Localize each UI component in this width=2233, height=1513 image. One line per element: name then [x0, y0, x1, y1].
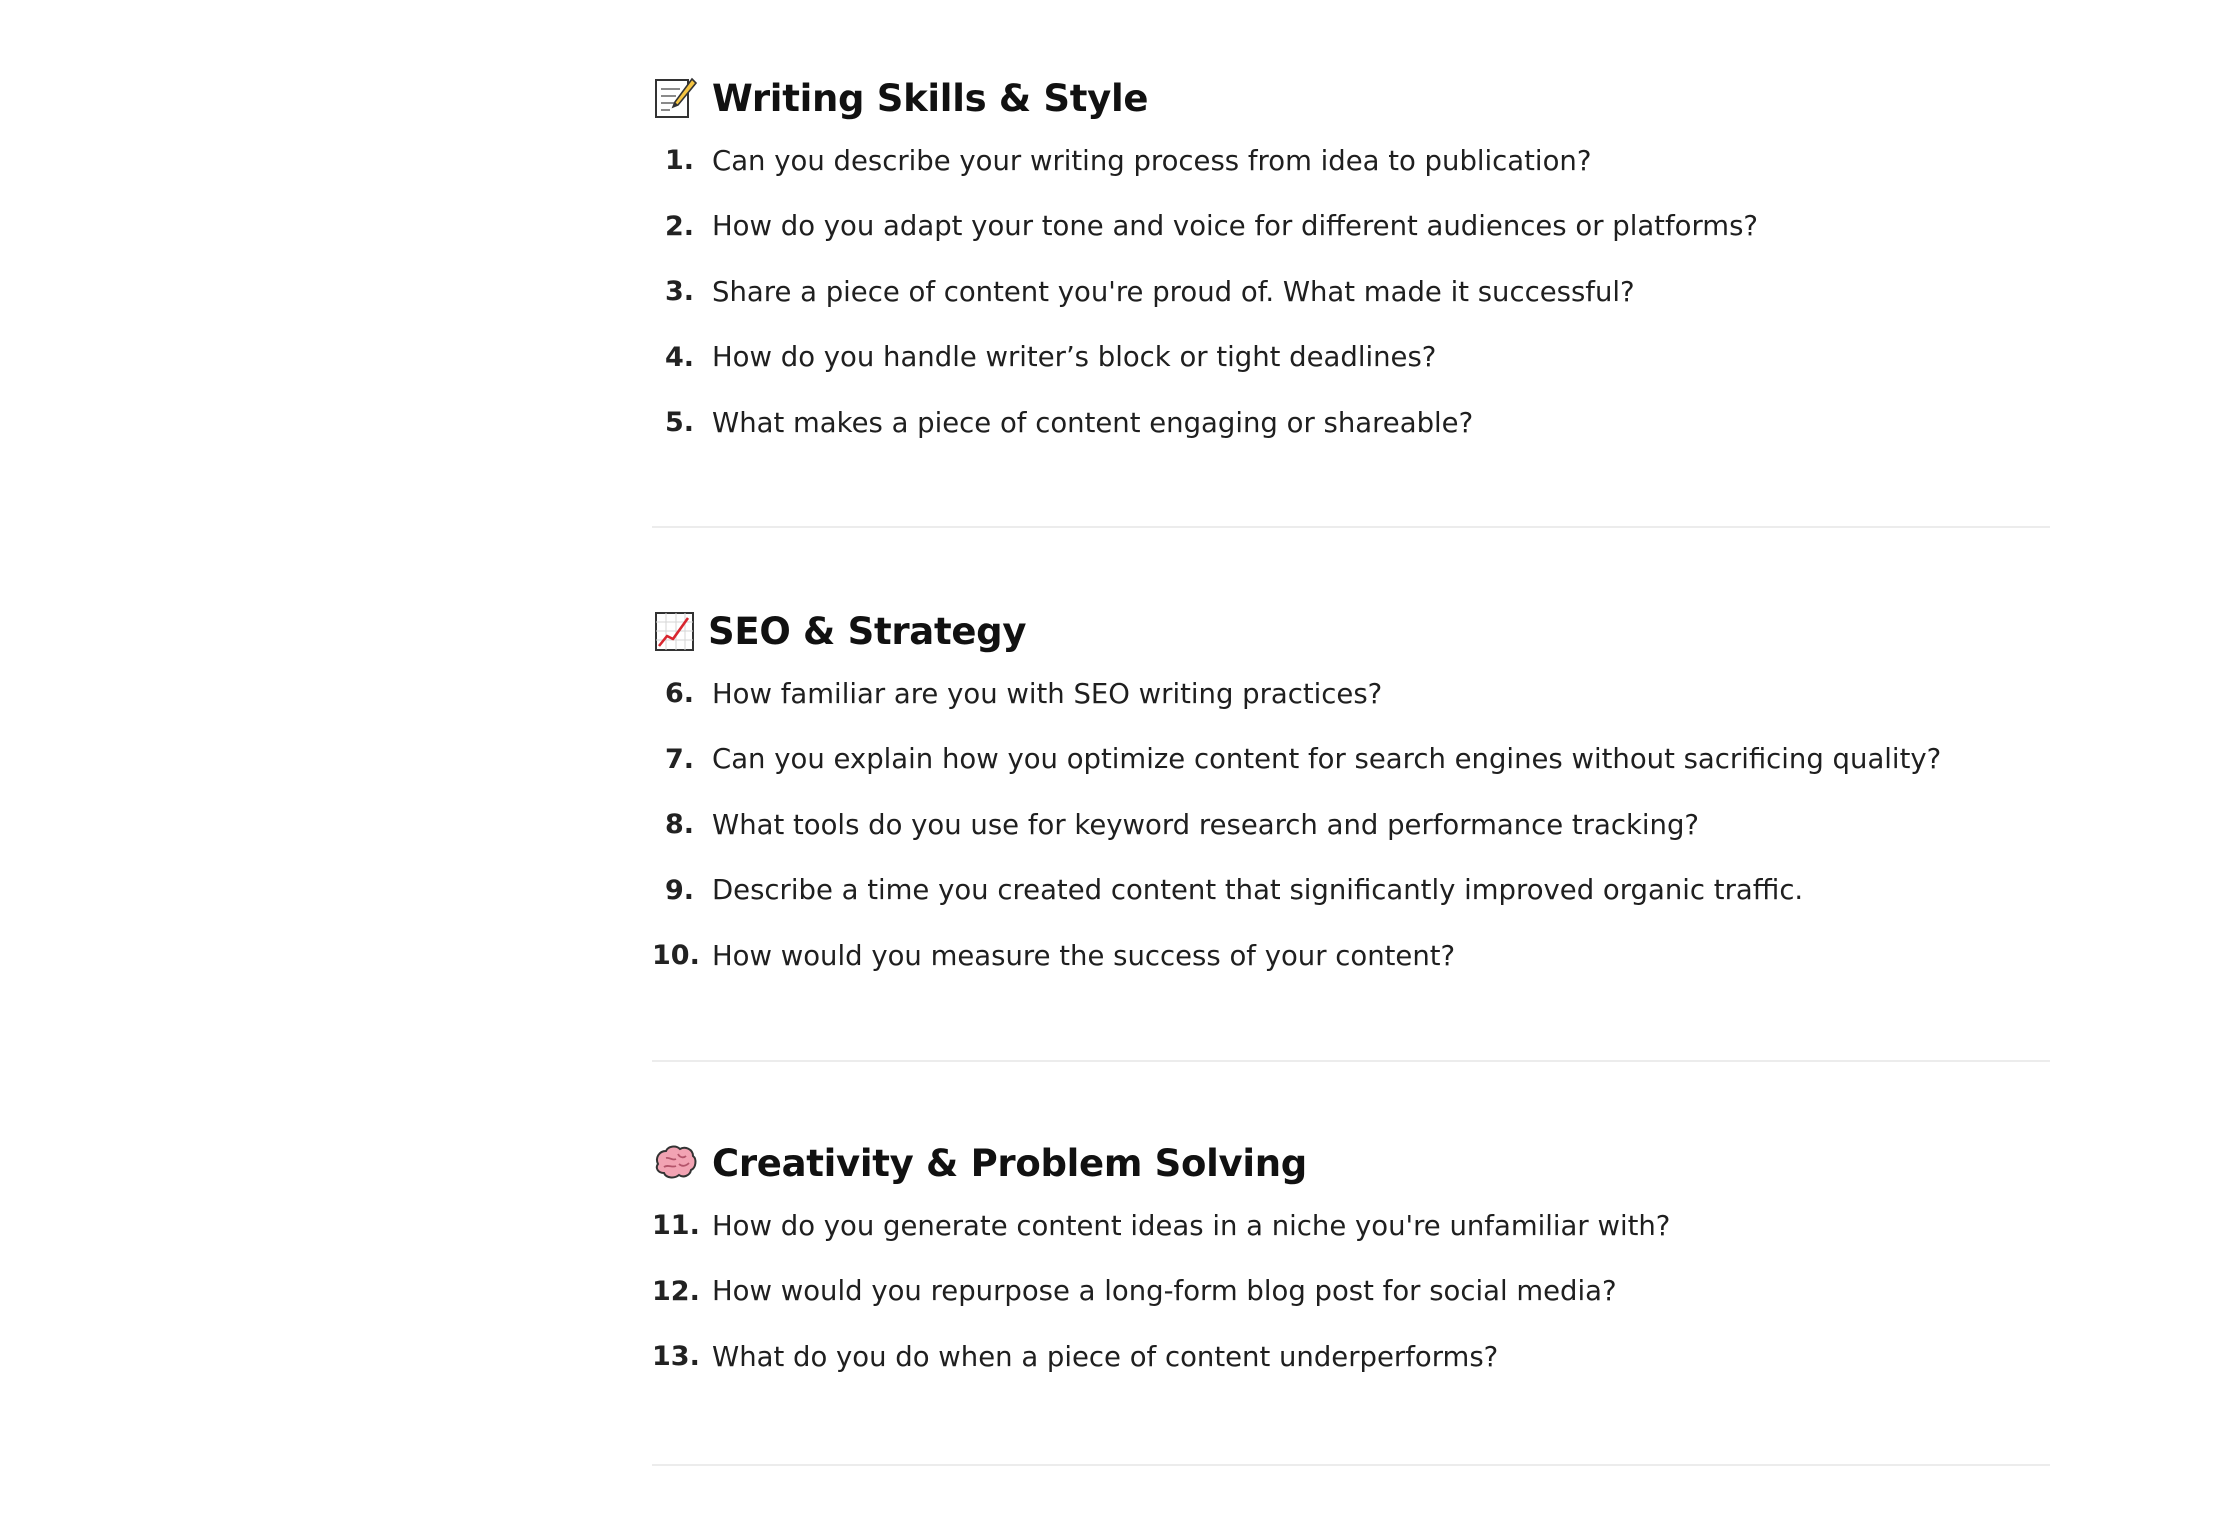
section-heading — [652, 1137, 2050, 1189]
list-item — [652, 923, 2050, 989]
list-item — [652, 792, 2050, 858]
question-text: How do you handle writer’s block or tight deadlines? — [712, 341, 1437, 374]
list-item — [652, 390, 2050, 456]
question-list — [652, 1193, 2050, 1390]
question-text: Can you explain how you optimize content for search engines without sacrificing quality? — [712, 743, 1942, 776]
brain-icon — [652, 1140, 698, 1186]
section-title: SEO & Strategy — [708, 609, 1027, 653]
question-text: What do you do when a piece of content underperforms? — [712, 1340, 1499, 1373]
question-number: 8. — [664, 809, 694, 841]
list-item — [652, 325, 2050, 391]
question-number: 3. — [664, 276, 694, 308]
list-item — [652, 259, 2050, 325]
section-heading — [652, 72, 2050, 124]
section-writing-skills — [652, 72, 2050, 456]
section-title: Writing Skills & Style — [712, 76, 1149, 120]
question-number: 13. — [652, 1341, 700, 1373]
question-text: Describe a time you created content that significantly improved organic traffic. — [712, 874, 1804, 907]
question-text: How do you generate content ideas in a niche you're unfamiliar with? — [712, 1209, 1671, 1242]
question-list — [652, 661, 2050, 989]
section-divider — [652, 1060, 2050, 1062]
question-number: 4. — [664, 341, 694, 373]
question-text: Share a piece of content you're proud of. What made it successful? — [712, 275, 1635, 308]
question-number: 11. — [652, 1210, 700, 1242]
chart-increasing-icon — [652, 608, 698, 654]
question-number: 2. — [664, 210, 694, 242]
list-item — [652, 1259, 2050, 1325]
section-creativity — [652, 1137, 2050, 1390]
list-item — [652, 128, 2050, 194]
question-number: 9. — [664, 874, 694, 906]
question-text: How would you repurpose a long-form blog post for social media? — [712, 1275, 1617, 1308]
question-number: 5. — [664, 407, 694, 439]
section-divider — [652, 1464, 2050, 1466]
section-divider — [652, 526, 2050, 528]
question-number: 1. — [664, 145, 694, 177]
question-number: 12. — [652, 1275, 700, 1307]
list-item — [652, 1193, 2050, 1259]
question-number: 7. — [664, 743, 694, 775]
list-item — [652, 858, 2050, 924]
list-item — [652, 727, 2050, 793]
question-text: What tools do you use for keyword research and performance tracking? — [712, 808, 1700, 841]
question-number: 10. — [652, 940, 700, 972]
question-text: How do you adapt your tone and voice for different audiences or platforms? — [712, 210, 1759, 243]
section-title: Creativity & Problem Solving — [712, 1141, 1307, 1185]
memo-icon — [652, 75, 698, 121]
question-text: How familiar are you with SEO writing practices? — [712, 677, 1383, 710]
question-number: 6. — [664, 678, 694, 710]
list-item — [652, 194, 2050, 260]
list-item — [652, 661, 2050, 727]
section-heading — [652, 605, 2050, 657]
question-text: Can you describe your writing process from idea to publication? — [712, 144, 1592, 177]
question-list — [652, 128, 2050, 456]
list-item — [652, 1324, 2050, 1390]
question-text: What makes a piece of content engaging or shareable? — [712, 406, 1474, 439]
section-seo-strategy — [652, 605, 2050, 989]
question-text: How would you measure the success of your content? — [712, 939, 1456, 972]
